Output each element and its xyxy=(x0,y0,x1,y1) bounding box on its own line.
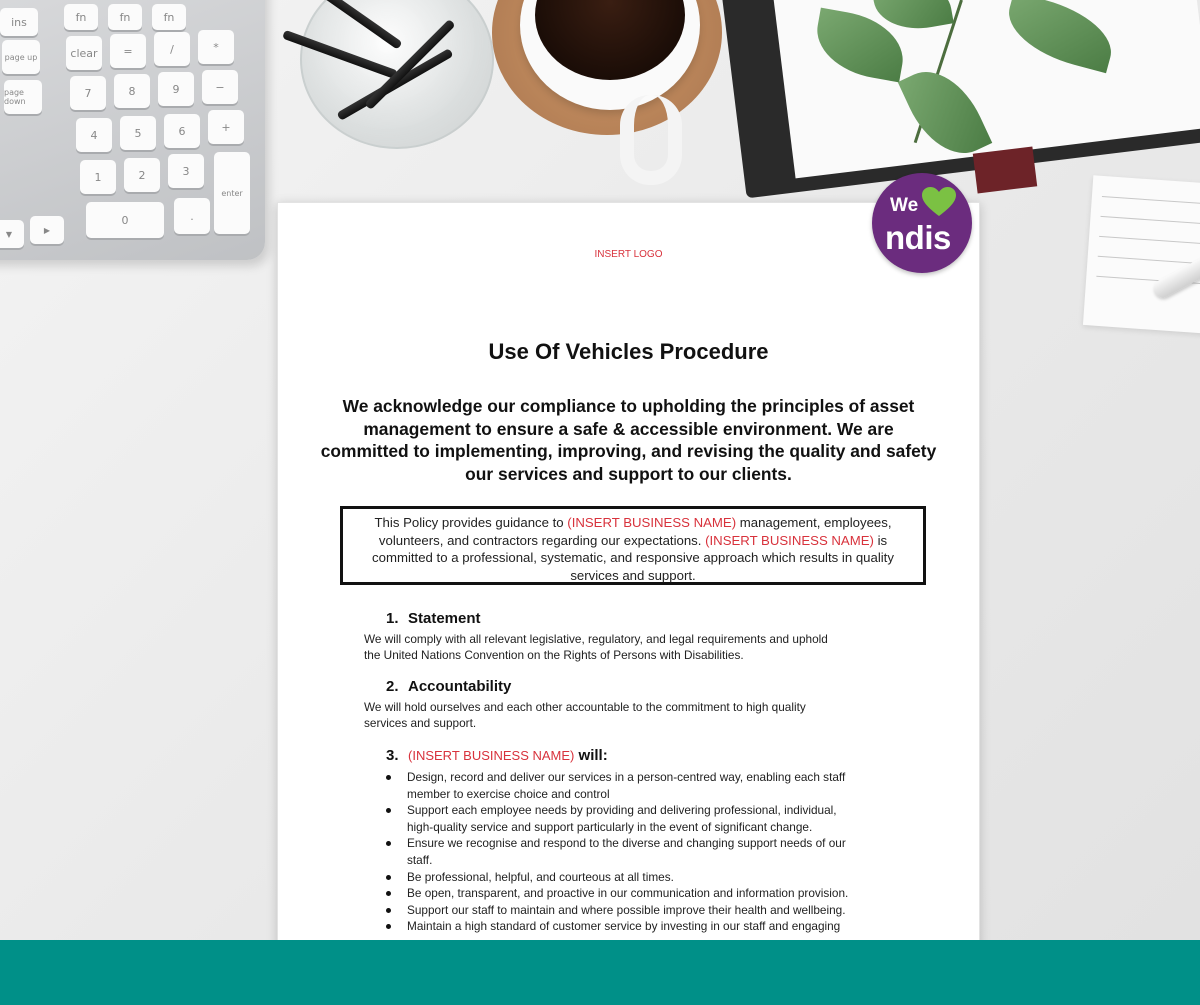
keyboard-key: 8 xyxy=(114,74,150,108)
keyboard-key: = xyxy=(110,34,146,68)
section-number: 2. xyxy=(386,678,399,695)
section-heading-statement xyxy=(386,610,481,627)
keyboard-key: enter xyxy=(214,152,250,234)
notepad-line xyxy=(1099,236,1200,246)
list-line: Be open, transparent, and proactive in our communication and information provision. xyxy=(407,886,849,901)
box-text: This Policy provides guidance to xyxy=(374,515,568,530)
list-line: Design, record and deliver our services in a person-centred way, enabling each staff xyxy=(407,770,846,784)
list-line: Be professional, helpful, and courteous at all times. xyxy=(407,869,674,884)
section-title: will: xyxy=(574,747,608,764)
keyboard-key: fn xyxy=(108,4,142,30)
keyboard-key: 5 xyxy=(120,116,156,150)
keyboard-key: page down xyxy=(4,80,42,114)
keyboard-key: . xyxy=(174,198,210,234)
keyboard-key: clear xyxy=(66,36,102,70)
list-line: Support each employee needs by providing and delivering professional, individual, xyxy=(407,803,837,818)
badge-we-text: We xyxy=(890,195,919,216)
keyboard-key: 6 xyxy=(164,114,200,148)
section-number: 3. xyxy=(386,747,399,764)
list-line: Maintain a high standard of customer service by investing in our staff and engaging xyxy=(407,919,841,934)
list-line: Ensure we recognise and respond to the diverse and changing support needs of our xyxy=(407,836,846,851)
section-line: services and support. xyxy=(364,716,477,730)
section-title: Statement xyxy=(408,610,481,627)
section-title: Accountability xyxy=(408,678,512,695)
business-name-placeholder: (INSERT BUSINESS NAME) xyxy=(705,532,874,548)
business-name-placeholder: (INSERT BUSINESS NAME) xyxy=(567,515,737,530)
keyboard-key: 9 xyxy=(158,72,194,106)
list-line: staff. xyxy=(407,852,433,867)
section-heading-will xyxy=(386,747,608,764)
keyboard-key: ▼ xyxy=(0,220,24,248)
list-item xyxy=(386,769,906,802)
keyboard-key: ins xyxy=(0,8,38,36)
intro-statement xyxy=(300,395,957,485)
heart-icon xyxy=(922,187,956,217)
keyboard-key: / xyxy=(154,32,190,66)
bottom-banner xyxy=(0,940,1200,1005)
list-item xyxy=(386,869,906,886)
box-text: management, employees, volunteers, and contractors regarding our expectations. xyxy=(378,515,892,548)
section-line: We will hold ourselves and each other accountable to the commitment to high quality xyxy=(364,700,806,714)
keyboard-key: 1 xyxy=(80,160,116,194)
policy-guidance-box xyxy=(340,506,926,585)
list-item xyxy=(386,885,906,902)
section-body-statement xyxy=(364,631,894,663)
intro-line: committed to implementing, improving, and revising the quality and safety xyxy=(320,441,937,461)
we-love-ndis-badge xyxy=(872,173,972,273)
list-line: high-quality service and support particularly in the event of significant change. xyxy=(407,819,813,834)
keyboard-key: 0 xyxy=(86,202,164,238)
badge-ndis-text: ndis xyxy=(885,219,951,256)
mug-handle xyxy=(620,95,682,185)
list-line: Support our staff to maintain and where possible improve their health and wellbeing. xyxy=(407,902,846,917)
intro-line: management to ensure a safe & accessible environment. We are xyxy=(363,418,894,439)
list-item xyxy=(386,902,906,919)
keyboard-key: page up xyxy=(2,40,40,74)
document-title: Use Of Vehicles Procedure xyxy=(488,339,769,364)
keyboard xyxy=(0,0,265,260)
section-number: 1. xyxy=(386,610,399,627)
intro-line: our services and support to our clients. xyxy=(465,463,792,484)
logo-placeholder: INSERT LOGO xyxy=(594,249,663,260)
list-item xyxy=(386,918,906,935)
list-line: member to exercise choice and control xyxy=(407,786,610,801)
list-item xyxy=(386,835,906,868)
notepad-line xyxy=(1102,196,1200,206)
section-heading-accountability xyxy=(386,678,511,695)
keyboard-key: fn xyxy=(152,4,186,30)
keyboard-key: + xyxy=(208,110,244,144)
keyboard-key: 7 xyxy=(70,76,106,110)
intro-line: We acknowledge our compliance to upholding the principles of asset xyxy=(342,396,915,416)
keyboard-key: fn xyxy=(64,4,98,30)
notepad xyxy=(1083,175,1200,334)
list-item xyxy=(386,802,906,835)
keyboard-key: 3 xyxy=(168,154,204,188)
business-name-placeholder: (INSERT BUSINESS NAME) xyxy=(408,748,575,763)
section-line: We will comply with all relevant legislative, regulatory, and legal requirements and uphold xyxy=(364,632,828,646)
notepad-line xyxy=(1101,216,1200,226)
keyboard-key: 4 xyxy=(76,118,112,152)
keyboard-key: − xyxy=(202,70,238,104)
section-body-accountability xyxy=(364,699,894,731)
section-line: the United Nations Convention on the Rights of Persons with Disabilities. xyxy=(364,648,744,662)
keyboard-key: 2 xyxy=(124,158,160,192)
box-text: is committed to a professional, systematic, and responsive approach which results in quality services and support. xyxy=(372,532,894,583)
bookmark xyxy=(973,146,1037,193)
notepad-line xyxy=(1098,256,1200,266)
commitments-list xyxy=(386,769,906,935)
keyboard-key: * xyxy=(198,30,234,64)
policy-document xyxy=(277,202,980,940)
keyboard-key: ▶ xyxy=(30,216,64,244)
